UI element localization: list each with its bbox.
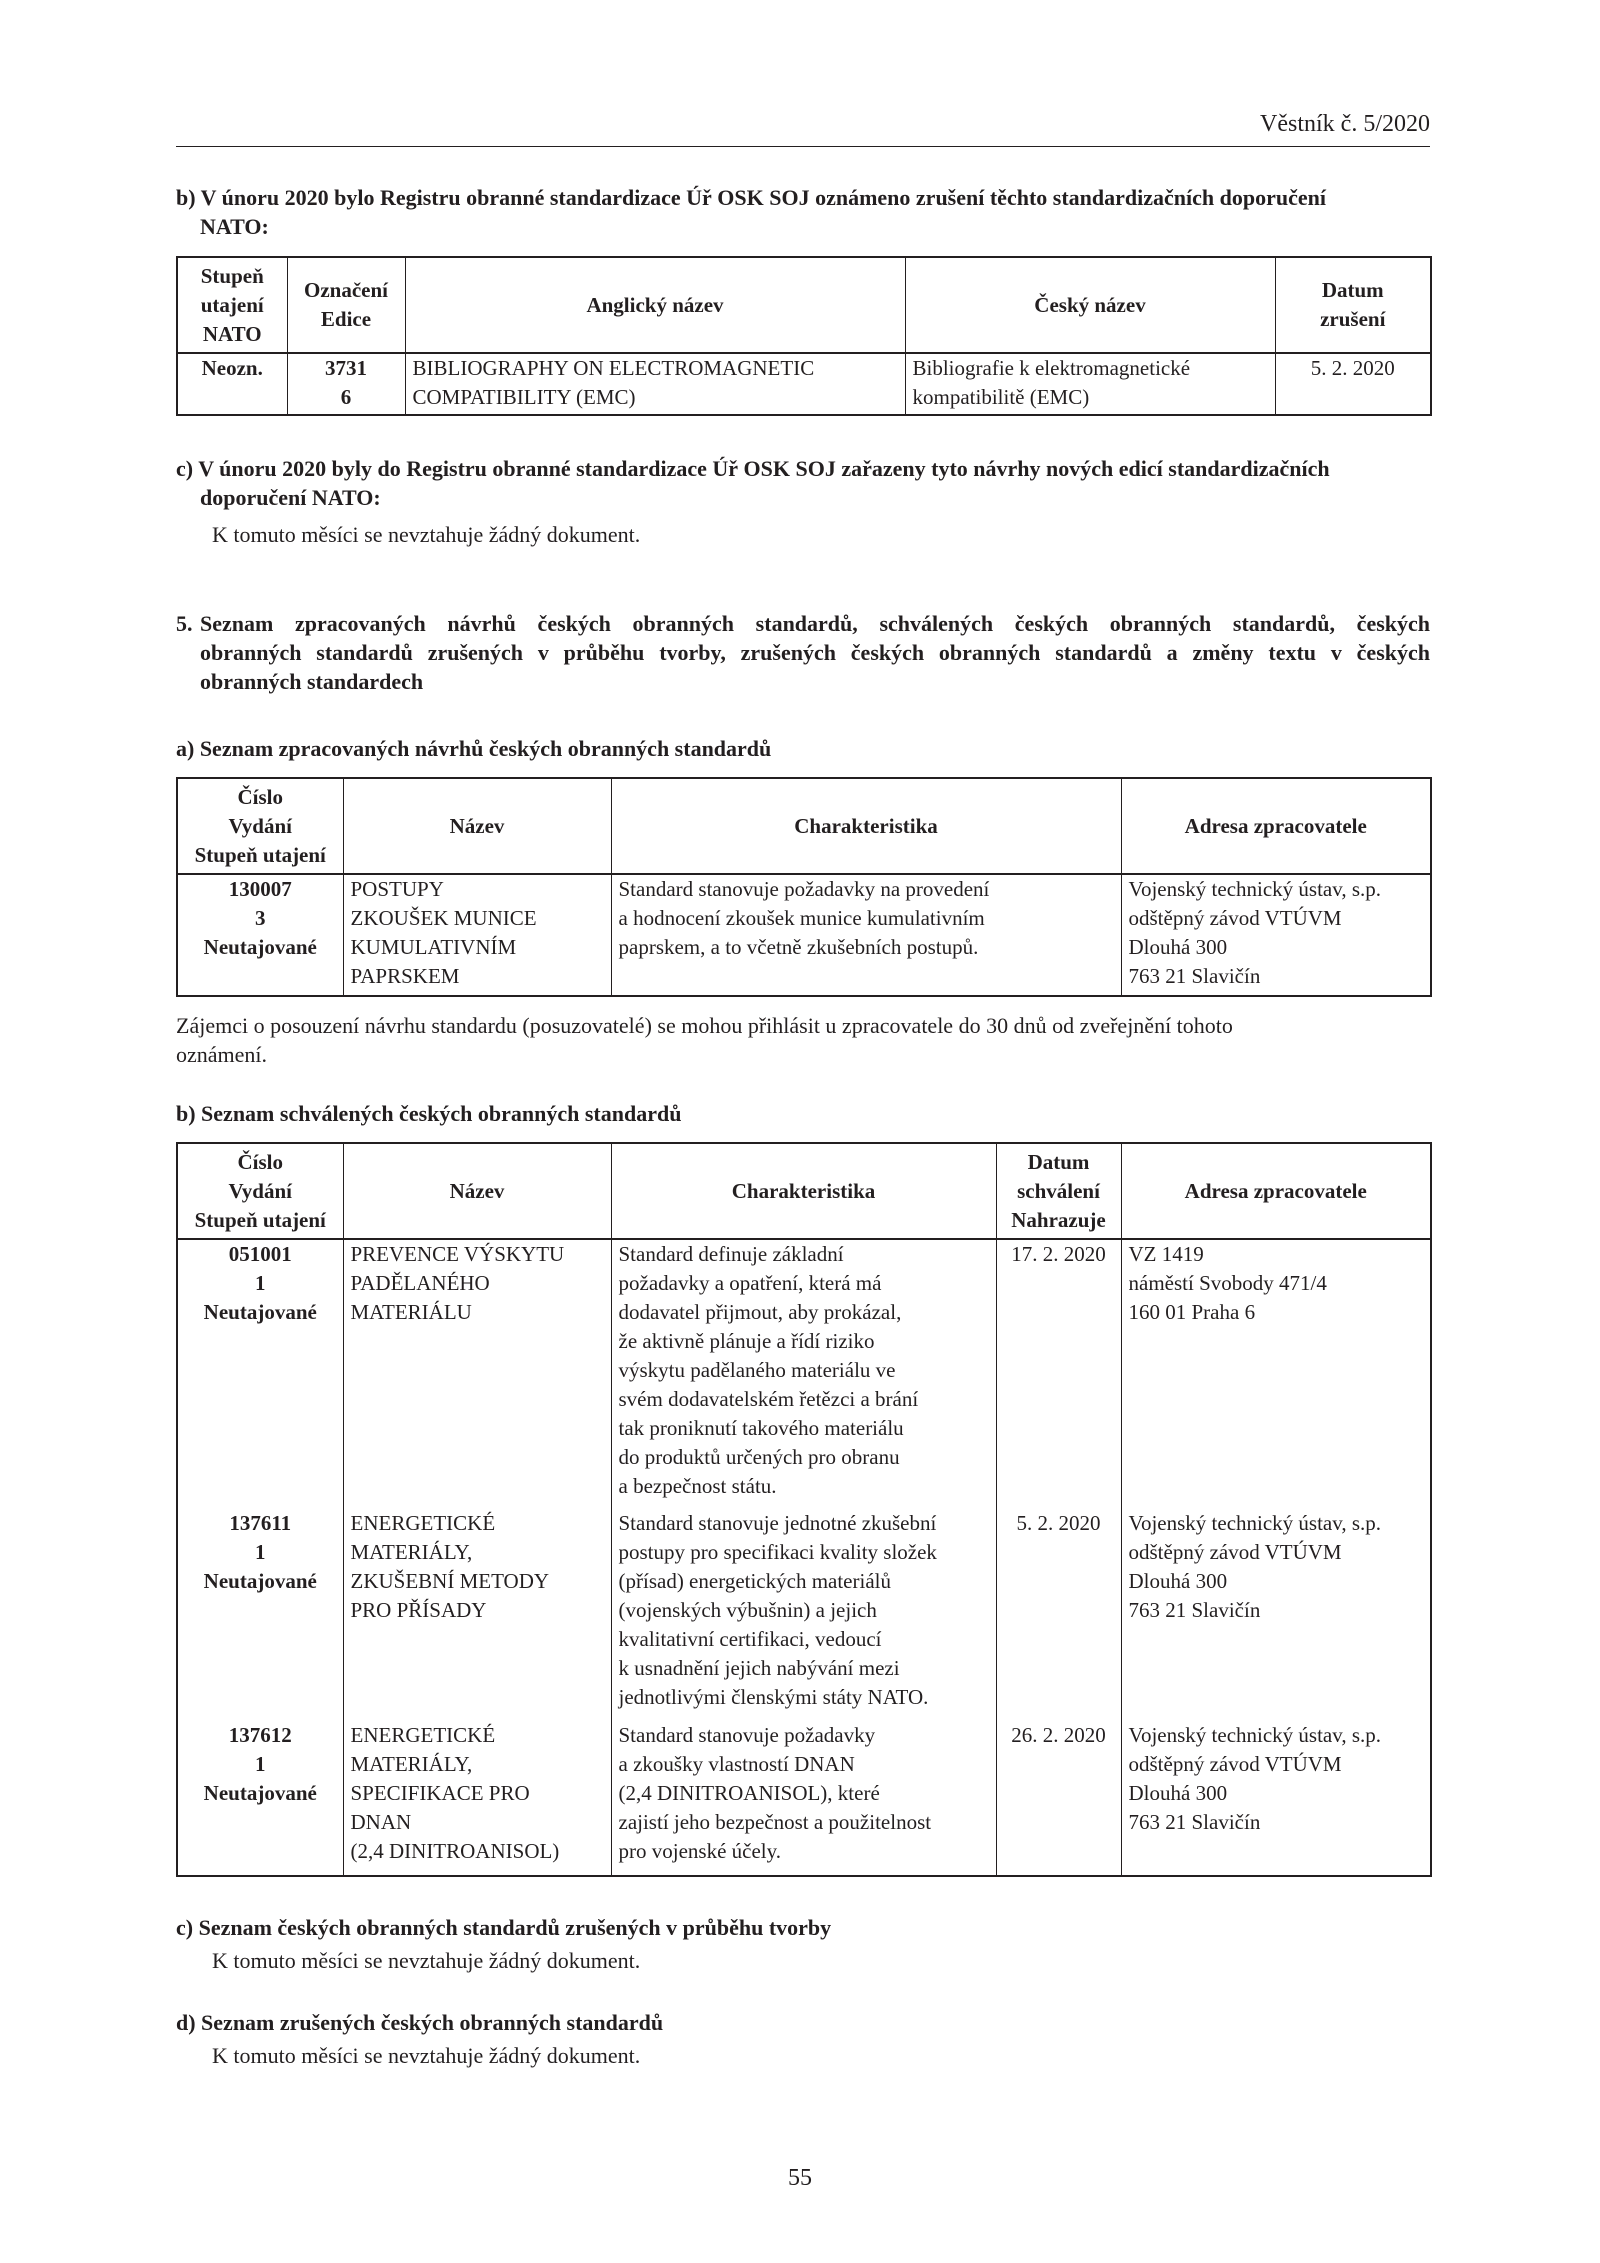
column-header: Označení Edice <box>287 257 405 353</box>
cell-cesky-nazev: Bibliografie k elektromagnetické kompatibilitě (EMC) <box>905 353 1275 415</box>
cell-adresa: Vojenský technický ústav, s.p. odštěpný závod VTÚVM Dlouhá 300 763 21 Slavičín <box>1121 1721 1431 1876</box>
cell-anglicky-nazev: BIBLIOGRAPHY ON ELECTROMAGNETIC COMPATIBILITY (EMC) <box>405 353 905 415</box>
column-header: Číslo Vydání Stupeň utajení <box>177 1143 343 1239</box>
section-5a-heading: a) Seznam zpracovaných návrhů českých obranných standardů <box>176 736 772 761</box>
cell-stupen: Neozn. <box>177 353 287 415</box>
cell-nazev: ENERGETICKÉ MATERIÁLY, SPECIFIKACE PRO DNAN (2,4 DINITROANISOL) <box>343 1721 611 1876</box>
cell-cislo: 137611 1 Neutajované <box>177 1509 343 1721</box>
cell-nazev: PREVENCE VÝSKYTU PADĚLANÉHO MATERIÁLU <box>343 1239 611 1509</box>
draft-standards-table <box>176 777 1432 997</box>
section-b1-heading: b) V únoru 2020 bylo Registru obranné standardizace Úř OSK SOJ oznámeno zrušení těchto standardizačních doporučení NATO: <box>176 185 1326 239</box>
cell-oznaceni: 3731 6 <box>287 353 405 415</box>
table-row <box>177 874 1431 996</box>
section-5d-text: K tomuto měsíci se nevztahuje žádný dokument. <box>212 2043 641 2068</box>
cell-datum: 17. 2. 2020 <box>996 1239 1121 1509</box>
column-header: Adresa zpracovatele <box>1121 778 1431 874</box>
column-header: Stupeň utajení NATO <box>177 257 287 353</box>
section-5b-heading: b) Seznam schválených českých obranných standardů <box>176 1101 682 1126</box>
cell-cislo: 130007 3 Neutajované <box>177 874 343 996</box>
running-header <box>176 108 1430 147</box>
approved-standards-table <box>176 1142 1432 1877</box>
column-header: Datum zrušení <box>1275 257 1431 353</box>
section-5d-heading: d) Seznam zrušených českých obranných standardů <box>176 2010 664 2035</box>
cell-nazev: POSTUPY ZKOUŠEK MUNICE KUMULATIVNÍM PAPRSKEM <box>343 874 611 996</box>
table-row <box>177 353 1431 415</box>
column-header: Charakteristika <box>611 1143 996 1239</box>
column-header: Název <box>343 1143 611 1239</box>
column-header: Český název <box>905 257 1275 353</box>
cell-datum: 26. 2. 2020 <box>996 1721 1121 1876</box>
table-row <box>177 1509 1431 1721</box>
column-header: Charakteristika <box>611 778 1121 874</box>
section-5c-text: K tomuto měsíci se nevztahuje žádný dokument. <box>212 1948 641 1973</box>
cell-cislo: 137612 1 Neutajované <box>177 1721 343 1876</box>
column-header: Číslo Vydání Stupeň utajení <box>177 778 343 874</box>
cell-adresa: Vojenský technický ústav, s.p. odštěpný závod VTÚVM Dlouhá 300 763 21 Slavičín <box>1121 874 1431 996</box>
page-number: 55 <box>788 2165 812 2191</box>
table-header-row <box>177 1143 1431 1239</box>
cell-datum: 5. 2. 2020 <box>1275 353 1431 415</box>
nato-cancellations-table <box>176 256 1432 416</box>
cell-nazev: ENERGETICKÉ MATERIÁLY, ZKUŠEBNÍ METODY PRO PŘÍSADY <box>343 1509 611 1721</box>
table-row <box>177 1721 1431 1876</box>
column-header: Adresa zpracovatele <box>1121 1143 1431 1239</box>
table-row <box>177 1239 1431 1509</box>
cell-adresa: VZ 1419 náměstí Svobody 471/4 160 01 Praha 6 <box>1121 1239 1431 1509</box>
cell-charakteristika: Standard stanovuje požadavky a zkoušky vlastností DNAN (2,4 DINITROANISOL), které zajistí jeho bezpečnost a použitelnost pro vojenské účely. <box>611 1721 996 1876</box>
cell-cislo: 051001 1 Neutajované <box>177 1239 343 1509</box>
section-c1-text: K tomuto měsíci se nevztahuje žádný dokument. <box>212 522 641 547</box>
cell-adresa: Vojenský technický ústav, s.p. odštěpný závod VTÚVM Dlouhá 300 763 21 Slavičín <box>1121 1509 1431 1721</box>
section-5c-heading: c) Seznam českých obranných standardů zrušených v průběhu tvorby <box>176 1915 832 1940</box>
table-header-row <box>177 778 1431 874</box>
cell-charakteristika: Standard stanovuje požadavky na provedení a hodnocení zkoušek munice kumulativním paprskem, a to včetně zkušebních postupů. <box>611 874 1121 996</box>
journal-issue: Věstník č. 5/2020 <box>1260 111 1430 137</box>
section-5-heading: 5. Seznam zpracovaných návrhů českých obranných standardů, schválených českých obranných standardů, českých obranných standardů zrušených v průběhu tvorby, zrušených českých obranných standardů a změny textu v českých obranných standardech <box>176 611 1430 694</box>
section-c1-heading: c) V únoru 2020 byly do Registru obranné standardizace Úř OSK SOJ zařazeny tyto návrhy nových edicí standardizačních doporučení NATO: <box>176 456 1330 510</box>
column-header: Anglický název <box>405 257 905 353</box>
table-header-row <box>177 257 1431 353</box>
column-header: Název <box>343 778 611 874</box>
cell-charakteristika: Standard stanovuje jednotné zkušební postupy pro specifikaci kvality složek (přísad) energetických materiálů (vojenských výbušnin) a jejich kvalitativní certifikaci, vedoucí k usnadnění jejich nabývání mezi jednotlivými členskými státy NATO. <box>611 1509 996 1721</box>
cell-charakteristika: Standard definuje základní požadavky a opatření, která má dodavatel přijmout, aby prokázal, že aktivně plánuje a řídí riziko výskytu padělaného materiálu ve svém dodavatelském řetězci a brání tak proniknutí takového materiálu do produktů určených pro obranu a bezpečnost státu. <box>611 1239 996 1509</box>
section-5a-note: Zájemci o posouzení návrhu standardu (posuzovatelé) se mohou přihlásit u zpracovatele do 30 dnů od zveřejnění tohoto oznámení. <box>176 1013 1233 1067</box>
cell-datum: 5. 2. 2020 <box>996 1509 1121 1721</box>
column-header: Datum schválení Nahrazuje <box>996 1143 1121 1239</box>
